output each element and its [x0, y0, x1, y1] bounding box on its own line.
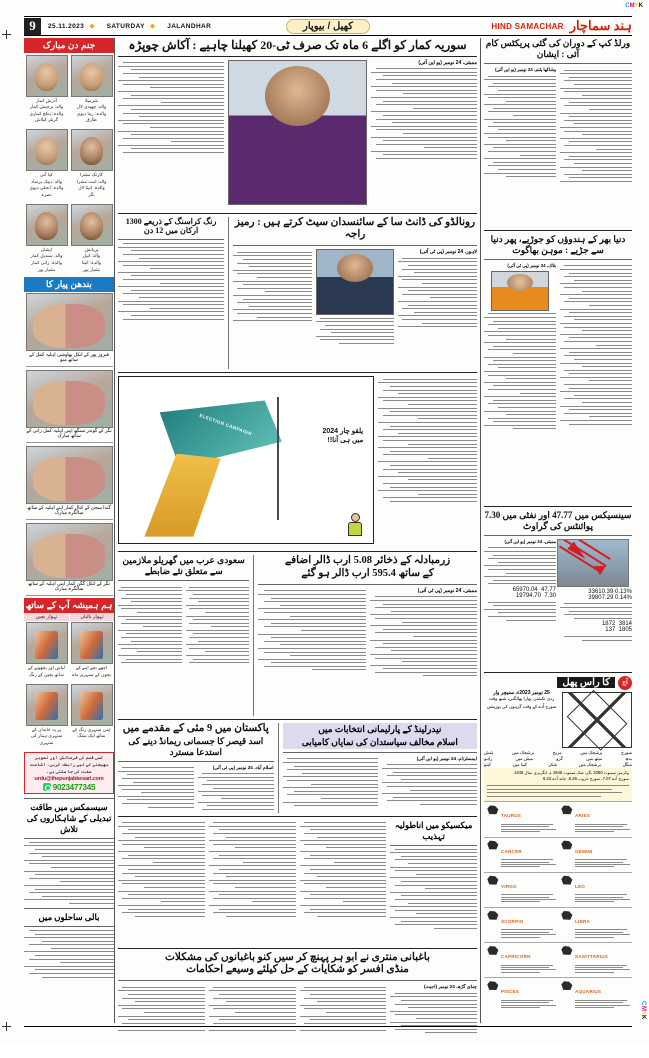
festival-col-header: تہوار بچپن — [24, 613, 69, 621]
birthday-entry — [24, 53, 69, 128]
seismic-body — [24, 842, 114, 904]
festival-col-headers — [24, 613, 114, 621]
ramiz-headline: رونالڈو کی ڈانٹ سا کے سائنسدان سیٹ کرتے ہیں : رمیز راجہ — [234, 216, 476, 241]
birthday-name: آدرش کمار — [36, 97, 57, 103]
bhagwat-dateline: بلاک، 24 نومبر (پی ٹی آئی) — [507, 262, 556, 268]
panchang-table — [484, 750, 632, 768]
zodiac-name: GEMINI — [575, 848, 593, 854]
aries-icon — [560, 804, 573, 815]
pisces-icon — [486, 980, 499, 991]
market-nifty-close: 7.30 19794.70 — [515, 592, 556, 599]
pakistan-headline-2: اسد قیصر کا جسمانی ریمانڈ دینے کی استدعا مسترد — [128, 735, 264, 757]
main-column — [115, 38, 481, 1023]
birthday-place: گریٹر کیلاش — [34, 117, 59, 123]
filler-row — [118, 820, 477, 945]
child-photo — [26, 204, 68, 246]
filler-col-2 — [300, 820, 387, 945]
zodiac-name: CAPRICORN — [501, 954, 531, 959]
cartoon-side-text — [378, 376, 477, 548]
birthday-father: والد: دیپک پرساد — [30, 178, 63, 184]
libra-icon — [560, 910, 573, 921]
birthday-name: پریانش — [84, 246, 99, 252]
horoscope-subline: ردی نکشتر، پوارا پھالگنی، شبھ وقت — [488, 695, 555, 701]
birthday-entry — [24, 202, 69, 277]
birthday-caption — [71, 246, 113, 276]
times-line: سورج اُدے 7.07، سورج غروب 5.26، چاند اُدے 6.22 — [543, 776, 629, 782]
couple-photo — [26, 293, 113, 351]
pakistan-headline-1: پاکستان میں 9 مئی کے مقدمے میں — [122, 722, 269, 734]
samvat-line: وکرمی سموت 2080 نگر، شک سموت 1945 ءِ، انگریزی سال 1445 — [513, 769, 629, 775]
festival-photo — [26, 684, 68, 726]
zodiac-item-cancer — [484, 837, 558, 872]
cartoon-money-stream — [144, 454, 220, 537]
ramiz-story — [233, 217, 477, 370]
panchang-row: بدھ میتھ میں گرو میش میں راہو — [484, 755, 632, 761]
horoscope-date: 25 نومبر 2023ء، سنیچر وار — [493, 689, 550, 696]
zodiac-item-libra — [558, 907, 632, 942]
zodiac-name: SCORPIO — [501, 918, 524, 924]
bhagwat-headline: دنیا بھر کے ہندوؤں کو جوڑیے، پھر دنیا سے جڑیے : موہن بھاگوت — [490, 233, 626, 255]
farmers-story — [118, 952, 477, 1058]
issue-day: SATURDAY — [106, 22, 145, 30]
birthday-name: کارتک مشرا — [80, 172, 103, 178]
registration-mark-top — [2, 30, 11, 39]
sagittarius-icon — [560, 945, 573, 956]
festival-entry — [69, 682, 114, 750]
birthday-caption — [71, 97, 113, 127]
market-stat-smallcap: 0.13% 33610.39 — [588, 588, 632, 595]
zodiac-item-aries — [558, 801, 632, 836]
horoscope-top — [484, 690, 632, 750]
contact-email[interactable]: urdu@thepunjabkesari.com — [34, 775, 104, 782]
festival-caption: اچھے بچے اپنے کے بچوں کے سنہری ماہ — [71, 665, 112, 678]
birthday-father: والد: انیل — [82, 253, 101, 259]
market-stat-midcap: 0.14% 39807.29 — [588, 594, 632, 601]
capricorn-icon — [486, 945, 499, 956]
zodiac-grid — [484, 801, 632, 1012]
horoscope-meta — [484, 690, 559, 710]
brand-urdu: ہند سماچار — [569, 18, 632, 33]
ramiz-col-3 — [233, 249, 312, 369]
forex-headline-top: زرمبادلہ کے ذخائر 5.08 ارب ڈالر اضافے — [285, 555, 451, 567]
anniversary-caption: نگر کے گوندر سنگھ اپنی اہلیہ کمل رانی کے ساتھ مبارک — [26, 428, 113, 444]
right-column — [481, 38, 632, 1023]
child-photo — [71, 204, 113, 246]
festival-photo — [71, 622, 113, 664]
cartoon-flag-label: ELECTION CAMPAIGN — [198, 412, 253, 437]
zodiac-item-capricorn — [484, 942, 558, 977]
pakistan-dateline: اسلام آباد، 24 نومبر (پی ٹی آئی) — [212, 764, 274, 770]
zodiac-name: CANCER — [501, 848, 522, 854]
birthday-mother: والدہ: انجلی دیوی — [29, 185, 64, 191]
market-headline: سینسیکس میں 47.77 اور نفٹی میں 7.30 پوائنٹس کی گراوٹ — [484, 509, 632, 531]
masthead — [24, 16, 632, 36]
birthday-entry — [69, 202, 114, 277]
market-stat-declines: 1805 137 — [605, 627, 632, 634]
birthday-place: نصرہ — [41, 192, 52, 198]
festival-banner: ہم ہمیشہ آپ کے ساتھ — [24, 598, 114, 613]
birthday-caption — [26, 97, 68, 127]
couple-photo — [26, 523, 113, 581]
festival-photo-grid — [24, 621, 114, 750]
taurus-icon — [486, 804, 499, 815]
forex-headline-bottom: کے ساتھ 595.4 ارب ڈالر ہو گئے — [301, 568, 434, 580]
birthday-name: شرمیلا — [85, 97, 98, 103]
birthday-caption — [26, 246, 68, 276]
anniversary-entry — [24, 445, 114, 522]
panchang-row: سورج برشچک میں مریخ برشچک میں شش — [484, 749, 632, 755]
child-photo — [26, 129, 68, 171]
zodiac-item-gemini — [558, 837, 632, 872]
netherlands-headline-1: نیدرلینڈ کے پارلیمانی انتخابات میں — [283, 723, 477, 736]
netherlands-story — [283, 723, 477, 813]
whatsapp-icon — [43, 783, 51, 791]
birthday-father: والد: چھیدی لال — [76, 104, 107, 110]
festival-col-header: تہوار بالیاں — [69, 613, 114, 621]
zodiac-name: LIBRA — [575, 918, 591, 924]
cartoon-caption-line1: یلقو چار 2024 — [322, 428, 364, 436]
birthday-entry — [69, 128, 114, 203]
birthday-banner: جنم دن مبارک — [24, 38, 114, 53]
cricketer-photo — [228, 60, 366, 205]
festival-caption: پر یہ خاندان کے سنہری ہمار کی سنہری — [30, 726, 63, 745]
contact-note: کسی قسم کی فرمائش اور تصویر بھیجنے کے لیے رابطہ کریں، اشاعت مفت کی جا سکتی ہے۔ — [29, 755, 109, 774]
page-bottom-rule — [24, 1026, 632, 1027]
saudi-story — [118, 555, 254, 716]
zodiac-item-scorpio — [484, 907, 558, 942]
ishan-headline: ورلڈ کپ کے دوران کی گئی پریکٹس کام آئی : ایشان — [485, 38, 631, 59]
lead-col-3 — [118, 60, 224, 210]
child-photo — [26, 55, 68, 97]
ishan-dateline: وشاکھا پٹنم، 24 نومبر (یو این آئی) — [495, 66, 556, 72]
zodiac-item-pisces — [484, 977, 558, 1012]
cmyk-marks-bottom: C M Y K — [640, 1001, 646, 1019]
cmyk-marks-top: C M Y K — [625, 3, 643, 9]
panchang-detail-box — [484, 768, 632, 802]
festival-photo — [26, 622, 68, 664]
cartoon-caption-line2: میں ہی آنا!! — [327, 437, 364, 445]
story-1300-headline: رنگ کراسنگ کے ذریعے 1300 ارکان میں 12 دن — [125, 216, 217, 236]
birthday-mother: والدہ: پنکج کماری — [29, 110, 64, 116]
cartoon-caption — [322, 427, 363, 445]
forex-col-2 — [258, 588, 365, 716]
scorpio-icon — [486, 910, 499, 921]
child-photo — [71, 55, 113, 97]
zodiac-item-aquarius — [558, 977, 632, 1012]
festival-caption: اپنی سنہری رنگ کے ساتھ ایک سنگ — [72, 726, 111, 739]
bhagwat-body — [484, 263, 632, 503]
market-stat-traded: 3814 1872 — [601, 621, 632, 628]
filler-col-3 — [209, 820, 296, 945]
cartoon-flagpole — [277, 397, 279, 520]
birthday-entry — [24, 128, 69, 203]
zodiac-name: ARIES — [575, 813, 591, 819]
contact-box — [24, 752, 114, 794]
intl-row — [118, 723, 477, 813]
couple-photo — [26, 370, 113, 428]
farmers-headline-2: منڈی افسر کو شکایات کے حل کیلئے وسیعے احکامات — [186, 964, 409, 976]
zodiac-name: SAGITTARIUS — [575, 954, 608, 959]
separator-dot-1: ◆ — [89, 23, 95, 30]
anniversary-banner: بندھن پیار کا — [24, 277, 114, 292]
birthday-name: کیا آنی — [40, 172, 53, 178]
leo-icon — [560, 875, 573, 886]
birthday-name: ایشان — [40, 246, 53, 252]
panchang-row: منگل برشچک میں شکر کنیا میں کیتو — [484, 761, 632, 767]
anniversary-entry — [24, 368, 114, 445]
bali-headline: بالی ساحلوں میں — [38, 911, 100, 922]
zodiac-name: AQUARIUS — [575, 989, 602, 995]
sidebar-column — [24, 38, 115, 1023]
netherlands-headline-2: اسلام مخالف سیاستدان کی نمایاں کامیابی — [283, 736, 477, 749]
contact-whatsapp: 9023477345 — [52, 782, 96, 792]
birthday-place: بشیار پور — [37, 266, 56, 272]
birthday-father: والد: سندیل کمار — [30, 253, 63, 259]
zodiac-item-taurus — [484, 801, 558, 836]
kundli-chart — [562, 692, 632, 748]
festival-entry — [69, 621, 114, 682]
festival-caption: لباس اور بچھونے کے ساتھ بچپن کے رنگ — [28, 665, 65, 678]
cancer-icon — [486, 840, 499, 851]
market-right — [484, 539, 556, 669]
anniversary-list — [24, 292, 114, 598]
issue-city: JALANDHAR — [167, 22, 212, 30]
cartoon-man — [347, 513, 363, 537]
lead-col-1 — [371, 60, 477, 210]
virgo-icon — [486, 875, 499, 886]
birthday-caption — [26, 171, 68, 201]
second-row — [118, 217, 477, 370]
couple-photo — [26, 446, 113, 504]
ramiz-raja-photo — [316, 249, 395, 315]
birthday-father: والد: امت مشرا — [76, 178, 107, 184]
horoscope-panchang-label: سورج اُدے کے وقت گرہوں کی پوزیشن — [486, 703, 557, 709]
birthday-entry — [69, 53, 114, 128]
stock-market-photo — [557, 539, 629, 587]
festival-entry — [24, 682, 69, 750]
farmers-dateline: چنڈی گڑھ، 24 نومبر (اجیت) — [424, 984, 477, 990]
forex-col-1 — [370, 588, 477, 716]
birthday-mother: والدہ: رانی کمار — [31, 260, 62, 266]
lead-dateline: ممبئی، 24 نومبر (یو این آئی) — [418, 59, 477, 66]
zodiac-name: LEO — [575, 883, 586, 889]
birthday-father: والد: برجیش کمار — [29, 104, 64, 110]
masthead-brand — [491, 18, 632, 34]
anniversary-entry — [24, 521, 114, 598]
market-sensex-close: 47.77 65970.04 — [512, 586, 556, 593]
brand-english: HIND SAMACHAR — [491, 21, 564, 31]
zodiac-item-leo — [558, 872, 632, 907]
festival-entry — [24, 621, 69, 682]
seismic-headline: سیسمکس میں طاقت تبدیلی کے شاہکاروں کی تلاش — [26, 801, 112, 834]
zodiac-item-virgo — [484, 872, 558, 907]
anniversary-caption: فیروز پور کے انکل بھاوشی اہلیہ کمل کے ساتھ منو — [26, 351, 113, 367]
anniversary-caption: نگر کے انکل گگن کمار اپنی اہلیہ کے ساتھ سالگرہ مبارک — [26, 581, 113, 597]
birthday-photo-grid — [24, 53, 114, 277]
market-dateline: ممبئی، 24 نومبر (یو این آئی) — [504, 538, 556, 544]
birthday-place: نگر — [88, 192, 95, 198]
horoscope-title: کا راس پھل — [557, 677, 615, 688]
separator-dot-2: ◆ — [149, 23, 156, 30]
aquarius-icon — [560, 980, 573, 991]
section-label: کھیل / بیوپار — [286, 19, 370, 34]
mexico-headline: میکسیکو میں اناطولیہ تہذیب — [394, 819, 473, 841]
lead-story-body — [118, 60, 477, 210]
birthday-place: طارق — [86, 117, 97, 123]
mexico-story — [390, 820, 477, 945]
market-body — [484, 539, 632, 669]
issue-date: 25.11.2023 — [48, 22, 85, 30]
filler-col-4 — [118, 820, 205, 945]
horoscope-badge: آج — [618, 676, 632, 690]
birthday-place: بشیار پور — [82, 266, 101, 272]
ramiz-dateline: لاہور، 24 نومبر (پی ٹی آئی) — [419, 249, 477, 256]
zodiac-item-sagittarius — [558, 942, 632, 977]
forex-story — [258, 555, 477, 716]
festival-photo — [71, 684, 113, 726]
zodiac-name: PISCES — [501, 989, 520, 995]
ramiz-photo-wrap — [316, 249, 395, 369]
birthday-caption — [71, 171, 113, 201]
lead-photo-wrap — [228, 60, 366, 210]
anniversary-entry — [24, 292, 114, 369]
cartoon-row — [118, 376, 477, 548]
editorial-cartoon — [118, 376, 374, 544]
whatsapp-row[interactable] — [27, 783, 111, 792]
registration-mark-bottom — [2, 1022, 11, 1031]
farmers-headline-1: باغبانی منتری نے ابو ہر پہنچ کر سیں کنو باغبانوں کی مشکلات — [165, 951, 430, 963]
page-number: 9 — [24, 18, 41, 35]
anniversary-caption: گندا سجن کے کنال کمار اپنے اہلیہ کے ساتھ سالگرہ مبارک — [26, 504, 113, 520]
zodiac-name: TAURUS — [501, 813, 521, 819]
birthday-mother: والدہ: انیتا لال — [78, 185, 105, 191]
ishan-body — [484, 67, 632, 227]
gemini-icon — [560, 840, 573, 851]
birthday-mother: والدہ: رینا دیوی — [76, 110, 107, 116]
market-left — [560, 539, 632, 669]
child-photo — [71, 129, 113, 171]
saudi-headline: سعودی عرب میں گھریلو ملازمین سے متعلق نئے ضابطے — [122, 555, 245, 577]
zodiac-name: VIRGO — [501, 883, 517, 889]
pakistan-story — [118, 723, 279, 813]
birthday-mother: والدہ: انیتا — [81, 260, 102, 266]
mohan-bhagwat-photo — [491, 271, 549, 311]
forex-dateline: ممبئی، 24 نومبر (پی ٹی آئی) — [417, 587, 477, 594]
ramiz-col-1 — [398, 249, 477, 369]
netherlands-dateline: ایمسٹرڈم، 24 نومبر (یو این آئی) — [416, 755, 477, 761]
horoscope-header — [484, 676, 632, 690]
editorial-cartoon-wrap — [118, 376, 374, 548]
bali-body — [24, 930, 114, 978]
story-1300 — [118, 217, 229, 370]
forex-row — [118, 555, 477, 716]
lead-headline: سوریہ کمار کو اگلے 6 ماہ تک صرف ٹی-20 کھیلنا چاہیے : آکاش چوپڑہ — [128, 38, 467, 52]
